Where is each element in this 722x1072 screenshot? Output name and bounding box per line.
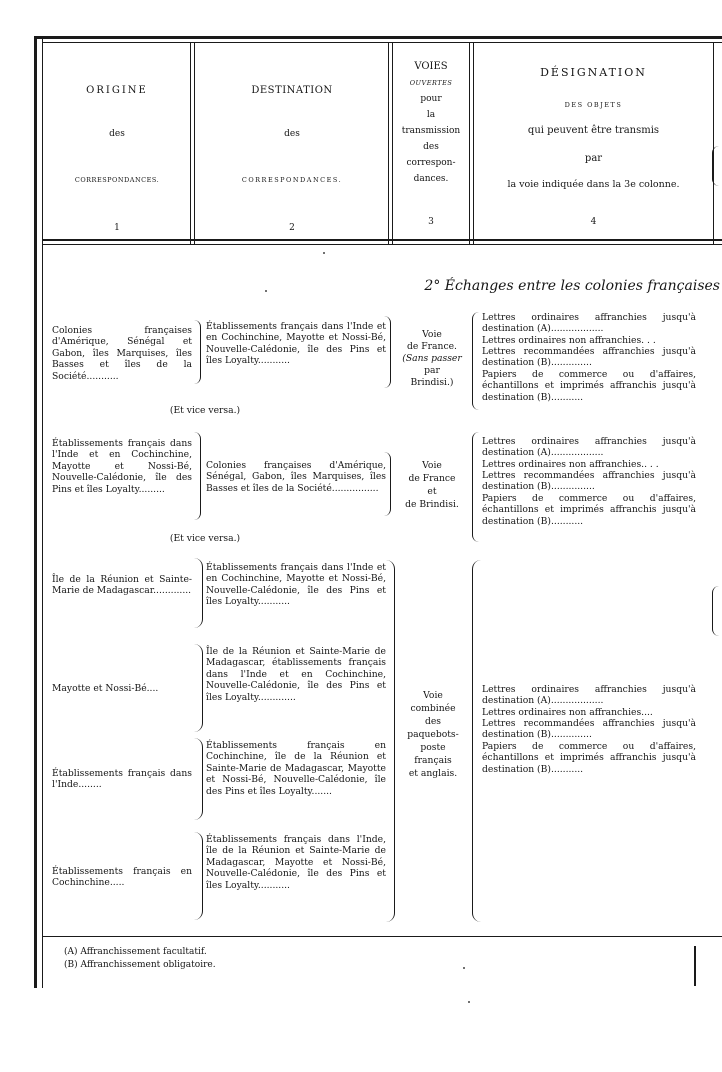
row2-destination: Colonies françaises d'Amérique, Sénégal, Gabon, îles Marquises, îles Basses et îles de la Société................ [206,460,386,494]
header-col4-l3: qui peuvent être transmis [527,125,660,136]
row1-route-l5: Brindisi.) [410,377,454,388]
row1-origin-brace [194,320,201,384]
header-col1-sub: CORRESPONDANCES. [74,176,160,184]
inner-left-border [42,36,43,988]
group-row4-origin: Établissements français en Cochinchine..... [52,866,192,889]
group-route-l6: français [414,755,452,766]
group-route-l1: Voie [423,690,443,701]
row1-route-l3: (Sans passer [402,353,462,364]
group-destination-brace [386,560,395,922]
row2-objects-2: Lettres recommandées affranchies jusqu'à destination (B)............... [482,470,696,493]
top-border [34,36,722,39]
row1-objects-1: Lettres ordinaires non affranchies. . . [482,335,656,346]
header-col4-num: 4 [590,217,597,227]
scan-speck-3 [463,967,465,969]
right-edge-mark [694,946,696,986]
header-bottom-rule [42,239,722,241]
row1-origin: Colonies françaises d'Amérique, Sénégal et Gabon, îles Marquises, îles Basses et îles de la Société........... [52,325,192,382]
group-route-l2: combinée [410,703,456,714]
section-title: 2° Échanges entre les colonies françaises [424,278,720,294]
header-col3-title: VOIES [414,61,448,72]
header-col3-l5: transmission [401,126,461,136]
header-sep-4 [713,42,714,244]
header-col2-num: 2 [289,223,295,233]
group-route-l7: et anglais. [408,768,458,779]
row2-objects-1: Lettres ordinaires non affranchies.. . . [482,459,659,470]
header-col4-sub: DES OBJETS [564,101,623,109]
group-row2-brace [194,644,203,732]
body-bottom-rule [42,936,722,937]
group-row2-origin: Mayotte et Nossi-Bé.... [52,683,159,694]
group-route-l3: des [424,716,442,727]
row1-objects-3: Papiers de commerce ou d'affaires, échantillons et imprimés affranchis jusqu'à destination (B)........... [482,369,696,403]
group-row4-brace [194,832,203,920]
group-route-l4: paquebots- [407,729,459,740]
row2-route-brace [472,432,479,542]
outer-left-border [34,36,37,988]
group-row1-brace [194,558,203,628]
header-col2-sub: CORRESPONDANCES. [241,176,343,184]
header-sep-2a [388,42,389,244]
footnote-a: (A) Affranchissement facultatif. [64,947,207,957]
group-row1-destination: Établissements français dans l'Inde et en Cochinchine, Mayotte et Nossi-Bé, Nouvelle-Calédonie, île des Pins et îles Loyalty........... [206,562,386,608]
header-col3-sub: OUVERTES [409,79,453,87]
header-col2-title: DESTINATION [251,85,333,96]
header-col1-des: des [109,129,125,139]
header-col2-des: des [284,129,300,139]
row2-vice-versa: (Et vice versa.) [169,533,241,544]
margin-bracket-mid [712,586,719,636]
row2-objects-3: Papiers de commerce ou d'affaires, échantillons et imprimés affranchis jusqu'à destination (B)........... [482,493,696,527]
group-row4-destination: Établissements français dans l'Inde, île de la Réunion et Sainte-Marie de Madagascar, Mayotte et Nossi-Bé, Nouvelle-Calédonie, île des Pins et îles Loyalty........... [206,834,386,891]
header-col4-l4: par [584,153,603,164]
top-border-inner [42,42,722,43]
header-sep-3a [469,42,470,244]
footnote-b: (B) Affranchissement obligatoire. [64,960,216,970]
row2-origin-brace [194,432,201,520]
header-col3-l6: des [423,142,439,152]
scan-speck-1 [323,252,325,254]
row1-destination-brace [384,316,391,388]
row1-route-brace [472,312,479,410]
header-col4-title: DÉSIGNATION [540,66,647,79]
group-row2-destination: Île de la Réunion et Sainte-Marie de Madagascar, établissements français dans l'Inde et en Cochinchine, Nouvelle-Calédonie, île des Pins et îles Loyalty............. [206,646,386,703]
group-objects-3: Papiers de commerce ou d'affaires, échantillons et imprimés affranchis jusqu'à destination (B)........... [482,741,696,775]
header-bottom-rule-2 [42,244,722,245]
row2-destination-brace [384,452,391,516]
header-col3-l3: pour [420,94,442,104]
row1-destination: Établissements français dans l'Inde et en Cochinchine, Mayotte et Nossi-Bé, Nouvelle-Calédonie, île des Pins et îles Loyalty........... [206,321,386,367]
row2-objects-0: Lettres ordinaires affranchies jusqu'à destination (A).................. [482,436,696,459]
row2-route-l3: et [427,486,437,497]
row2-origin: Établissements français dans l'Inde et en Cochinchine, Mayotte et Nossi-Bé, Nouvelle-Calédonie, île des Pins et îles Loyalty......... [52,438,192,495]
header-col3-l8: dances. [413,174,449,184]
scan-speck-2 [265,290,267,292]
margin-bracket-top [712,146,719,186]
row1-objects-2: Lettres recommandées affranchies jusqu'à destination (B).............. [482,346,696,369]
row1-route-l1: Voie [422,329,442,340]
row1-vice-versa: (Et vice versa.) [169,405,241,416]
group-objects-0: Lettres ordinaires affranchies jusqu'à destination (A).................. [482,684,696,707]
header-col3-l7: correspon- [406,158,456,168]
row1-route-l2: de France. [407,341,457,352]
scan-speck-4 [468,1001,470,1003]
row2-route-l4: de Brindisi. [405,499,459,510]
group-objects-2: Lettres recommandées affranchies jusqu'à destination (B).............. [482,718,696,741]
header-col4-l5: la voie indiquée dans la 3e colonne. [507,179,680,190]
group-row3-brace [194,738,203,820]
row2-route-l1: Voie [422,460,442,471]
group-row3-destination: Établissements français en Cochinchine, île de la Réunion et Sainte-Marie de Madagascar, Mayotte et Nossi-Bé, Nouvelle-Calédonie, île des Pins et îles Loyalty....... [206,740,386,797]
group-objects-1: Lettres ordinaires non affranchies.... [482,707,653,718]
header-col1-title: ORIGINE [86,85,148,96]
header-sep-1a [190,42,191,244]
row1-route-l4: par [424,365,440,376]
group-route-l5: poste [420,742,446,753]
group-row1-origin: Île de la Réunion et Sainte-Marie de Madagascar............. [52,574,192,597]
header-col1-num: 1 [114,223,120,233]
group-row3-origin: Établissements français dans l'Inde........ [52,768,192,791]
row2-route-l2: de France [408,473,456,484]
header-sep-1b [194,42,195,244]
group-route-brace [472,560,481,922]
header-col3-num: 3 [428,217,434,227]
row1-objects-0: Lettres ordinaires affranchies jusqu'à destination (A).................. [482,312,696,335]
header-col3-l4: la [426,110,436,120]
